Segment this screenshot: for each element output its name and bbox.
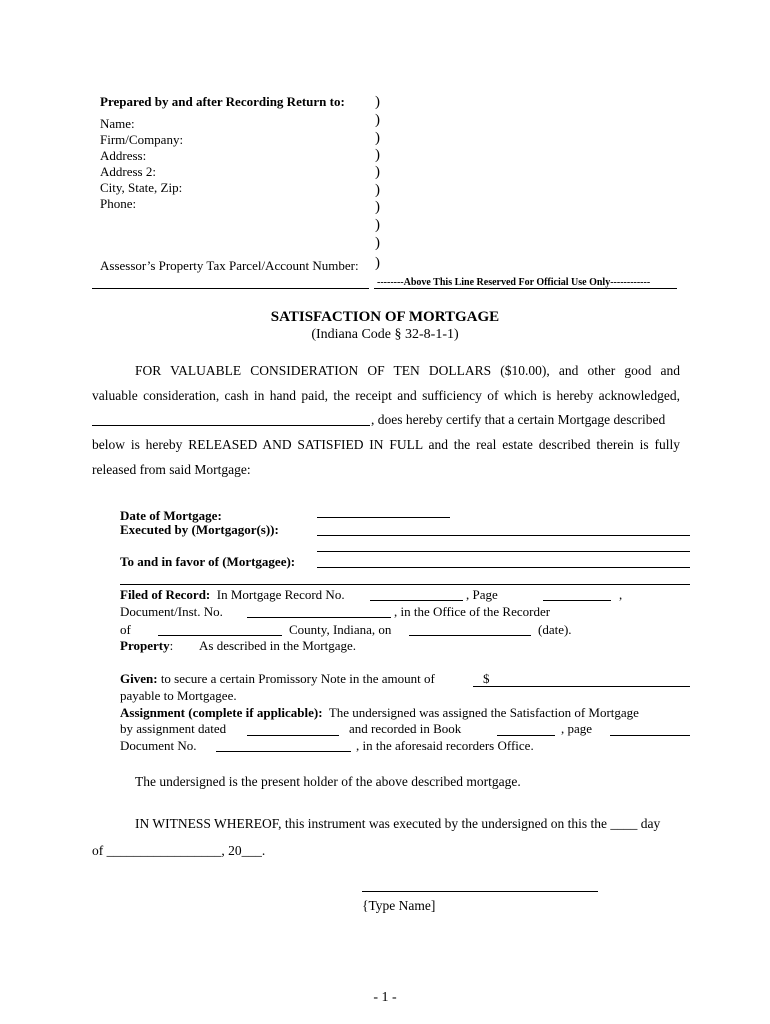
body-line: below is hereby RELEASED AND SATISFIED IN FULL and the real estate described therein is fully bbox=[92, 437, 680, 452]
assignment-text: The undersigned was assigned the Satisfaction of Mortgage bbox=[328, 705, 639, 720]
given-label: Given: bbox=[120, 671, 158, 686]
paren: ) bbox=[375, 182, 380, 198]
body-line: , does hereby certify that a certain Mortgage described bbox=[371, 412, 666, 427]
paren: ) bbox=[375, 217, 380, 233]
given-text: to secure a certain Promissory Note in the amount of bbox=[160, 671, 435, 686]
assignment-line bbox=[120, 705, 639, 721]
county-blank[interactable] bbox=[158, 635, 282, 636]
prepared-by-heading: Prepared by and after Recording Return to: bbox=[100, 94, 345, 109]
filed-of-record-line bbox=[120, 587, 345, 603]
filed-text: In Mortgage Record No. bbox=[216, 587, 345, 602]
paren: ) bbox=[375, 235, 380, 251]
body-line: FOR VALUABLE CONSIDERATION OF TEN DOLLARS ($10.00), and other good and bbox=[135, 363, 680, 378]
name-label: Name: bbox=[100, 116, 135, 131]
assignment-date-blank[interactable] bbox=[247, 735, 339, 736]
county-text: County, Indiana, on bbox=[289, 622, 392, 637]
witness-date: of _________________, 20___. bbox=[92, 843, 266, 858]
paren: ) bbox=[375, 94, 380, 110]
assignment-label: Assignment (complete if applicable): bbox=[120, 705, 323, 720]
document-no-label: Document No. bbox=[120, 738, 197, 753]
in-favor-of-label: To and in favor of (Mortgagee): bbox=[120, 554, 296, 569]
divider bbox=[120, 584, 690, 585]
document-subtitle: (Indiana Code § 32-8-1-1) bbox=[311, 327, 459, 342]
doc-inst-label: Document/Inst. No. bbox=[120, 604, 223, 619]
date-of-mortgage-blank[interactable] bbox=[317, 517, 450, 518]
body-line: released from said Mortgage: bbox=[92, 462, 251, 477]
body-line: valuable consideration, cash in hand paid, the receipt and sufficiency of which is hereby acknowledged, bbox=[92, 388, 680, 403]
releasor-blank[interactable] bbox=[92, 425, 370, 426]
phone-label: Phone: bbox=[100, 196, 137, 211]
page-lower-text: , page bbox=[561, 721, 593, 736]
document-no-blank[interactable] bbox=[216, 751, 351, 752]
document-title: SATISFACTION OF MORTGAGE bbox=[270, 309, 500, 325]
holder-statement: The undersigned is the present holder of the above described mortgage. bbox=[135, 774, 521, 789]
given-line bbox=[120, 671, 435, 687]
divider bbox=[374, 288, 677, 289]
dollar-sign: $ bbox=[483, 671, 490, 686]
record-no-blank[interactable] bbox=[370, 600, 463, 601]
recorded-in-text: and recorded in Book bbox=[349, 721, 462, 736]
recorded-date-blank[interactable] bbox=[409, 635, 531, 636]
witness-statement: IN WITNESS WHEREOF, this instrument was executed by the undersigned on this the ____ day bbox=[135, 816, 661, 831]
type-name: {Type Name] bbox=[362, 898, 436, 913]
of-text: of bbox=[120, 622, 131, 637]
paren: ) bbox=[375, 112, 380, 128]
doc-inst-blank[interactable] bbox=[247, 617, 391, 618]
paren: ) bbox=[375, 255, 380, 271]
date-text: (date). bbox=[538, 622, 572, 637]
page-text: , Page bbox=[466, 587, 498, 602]
office-text: , in the Office of the Recorder bbox=[394, 604, 551, 619]
city-state-zip-label: City, State, Zip: bbox=[100, 180, 183, 195]
divider bbox=[92, 288, 369, 289]
by-assignment-text: by assignment dated bbox=[120, 721, 227, 736]
colon: : bbox=[169, 638, 174, 653]
page-number: - 1 - bbox=[373, 990, 397, 1005]
official-use-notice: --------Above This Line Reserved For Official Use Only------------ bbox=[377, 277, 651, 288]
paren: ) bbox=[375, 164, 380, 180]
signature-line[interactable] bbox=[362, 891, 598, 892]
assignment-page-blank[interactable] bbox=[610, 735, 690, 736]
amount-blank[interactable] bbox=[473, 686, 690, 687]
payable-text: payable to Mortgagee. bbox=[120, 688, 237, 703]
page-blank[interactable] bbox=[543, 600, 611, 601]
paren: ) bbox=[375, 147, 380, 163]
date-of-mortgage-label: Date of Mortgage: bbox=[120, 508, 222, 523]
book-blank[interactable] bbox=[497, 735, 555, 736]
mortgagee-blank[interactable] bbox=[317, 567, 690, 568]
property-label: Property bbox=[120, 638, 170, 653]
mortgagor-blank[interactable] bbox=[317, 535, 690, 536]
aforesaid-text: , in the aforesaid recorders Office. bbox=[356, 738, 534, 753]
property-text: As described in the Mortgage. bbox=[199, 638, 357, 653]
property-line bbox=[120, 638, 173, 654]
paren: ) bbox=[375, 130, 380, 146]
filed-label: Filed of Record: bbox=[120, 587, 211, 602]
executed-by-label: Executed by (Mortgagor(s)): bbox=[120, 522, 279, 537]
paren: ) bbox=[375, 199, 380, 215]
mortgagor-blank-2[interactable] bbox=[317, 551, 690, 552]
address-label: Address: bbox=[100, 148, 147, 163]
address2-label: Address 2: bbox=[100, 164, 156, 179]
firm-label: Firm/Company: bbox=[100, 132, 184, 147]
comma: , bbox=[619, 587, 623, 602]
parcel-label: Assessor’s Property Tax Parcel/Account Number: bbox=[100, 258, 359, 273]
